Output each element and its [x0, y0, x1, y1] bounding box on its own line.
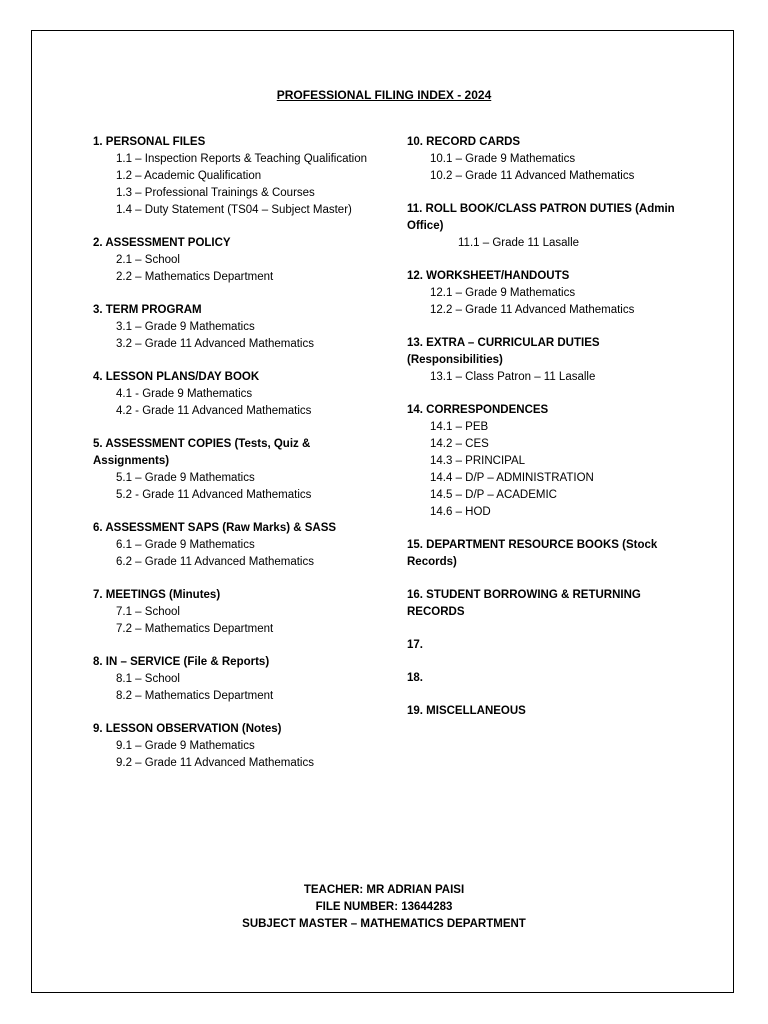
- section-heading: 18.: [407, 672, 423, 684]
- section-heading: 10. RECORD CARDS: [407, 136, 521, 148]
- section-item: 8.1 – School: [116, 673, 180, 685]
- filing-section: [407, 201, 677, 252]
- footer-file-number: FILE NUMBER: 13644283: [315, 901, 453, 913]
- section-item: 4.2 - Grade 11 Advanced Mathematics: [116, 405, 312, 417]
- filing-section: [93, 721, 383, 772]
- section-item: 5.2 - Grade 11 Advanced Mathematics: [116, 489, 312, 501]
- filing-section: [407, 134, 677, 185]
- section-item: 14.1 – PEB: [430, 421, 489, 433]
- section-item: 9.1 – Grade 9 Mathematics: [116, 740, 255, 752]
- footer-subject: SUBJECT MASTER – MATHEMATICS DEPARTMENT: [242, 918, 526, 930]
- section-item: 3.1 – Grade 9 Mathematics: [116, 321, 255, 333]
- section-heading: 16. STUDENT BORROWING & RETURNING RECORDS: [407, 589, 641, 618]
- section-heading: 15. DEPARTMENT RESOURCE BOOKS (Stock Records): [407, 539, 658, 568]
- section-item: 13.1 – Class Patron – 11 Lasalle: [430, 371, 596, 383]
- section-heading: 5. ASSESSMENT COPIES (Tests, Quiz & Assignments): [93, 438, 311, 467]
- filing-section: [407, 335, 677, 386]
- footer-teacher: TEACHER: MR ADRIAN PAISI: [303, 884, 465, 896]
- section-item: 10.2 – Grade 11 Advanced Mathematics: [430, 170, 635, 182]
- filing-section: [407, 402, 677, 521]
- filing-section: [93, 654, 383, 705]
- section-heading: 2. ASSESSMENT POLICY: [93, 237, 231, 249]
- filing-section: [407, 268, 677, 319]
- left-column: [93, 134, 383, 788]
- section-item: 6.2 – Grade 11 Advanced Mathematics: [116, 556, 314, 568]
- filing-section: [93, 369, 383, 420]
- section-item: 14.6 – HOD: [430, 506, 491, 518]
- section-item: 10.1 – Grade 9 Mathematics: [430, 153, 576, 165]
- filing-section: [407, 537, 677, 571]
- section-item: 1.2 – Academic Qualification: [116, 170, 262, 182]
- filing-section: [93, 520, 383, 571]
- section-heading: 12. WORKSHEET/HANDOUTS: [407, 270, 570, 282]
- section-item: 4.1 - Grade 9 Mathematics: [116, 388, 253, 400]
- section-heading: 17.: [407, 639, 423, 651]
- section-heading: 14. CORRESPONDENCES: [407, 404, 549, 416]
- filing-section: [407, 703, 677, 720]
- section-heading: 7. MEETINGS (Minutes): [93, 589, 221, 601]
- section-item: 6.1 – Grade 9 Mathematics: [116, 539, 255, 551]
- document-title: PROFESSIONAL FILING INDEX - 2024: [276, 88, 492, 102]
- section-item: 14.5 – D/P – ACADEMIC: [430, 489, 557, 501]
- filing-section: [93, 587, 383, 638]
- section-heading: 3. TERM PROGRAM: [93, 304, 202, 316]
- section-item: 7.1 – School: [116, 606, 180, 618]
- section-item: 14.4 – D/P – ADMINISTRATION: [430, 472, 594, 484]
- section-heading: 9. LESSON OBSERVATION (Notes): [93, 723, 282, 735]
- section-item: 14.2 – CES: [430, 438, 489, 450]
- section-item: 5.1 – Grade 9 Mathematics: [116, 472, 255, 484]
- filing-section: [407, 637, 677, 654]
- section-item: 12.1 – Grade 9 Mathematics: [430, 287, 576, 299]
- section-item: 1.4 – Duty Statement (TS04 – Subject Master): [116, 204, 352, 216]
- section-item: 7.2 – Mathematics Department: [116, 623, 274, 635]
- section-heading: 13. EXTRA – CURRICULAR DUTIES (Responsibilities): [407, 337, 600, 366]
- section-item: 1.3 – Professional Trainings & Courses: [116, 187, 315, 199]
- section-item: 11.1 – Grade 11 Lasalle: [458, 237, 580, 249]
- section-item: 2.1 – School: [116, 254, 180, 266]
- section-item: 3.2 – Grade 11 Advanced Mathematics: [116, 338, 314, 350]
- section-item: 8.2 – Mathematics Department: [116, 690, 274, 702]
- filing-section: [93, 302, 383, 353]
- section-item: 9.2 – Grade 11 Advanced Mathematics: [116, 757, 314, 769]
- right-column: [407, 134, 677, 736]
- section-heading: 11. ROLL BOOK/CLASS PATRON DUTIES (Admin Office): [407, 203, 675, 232]
- filing-section: [93, 235, 383, 286]
- section-heading: 8. IN – SERVICE (File & Reports): [93, 656, 270, 668]
- section-item: 1.1 – Inspection Reports & Teaching Qualification: [116, 153, 368, 165]
- section-heading: 4. LESSON PLANS/DAY BOOK: [93, 371, 260, 383]
- section-heading: 1. PERSONAL FILES: [93, 136, 206, 148]
- filing-section: [407, 670, 677, 687]
- filing-section: [93, 134, 383, 219]
- filing-section: [93, 436, 383, 504]
- filing-section: [407, 587, 677, 621]
- section-item: 14.3 – PRINCIPAL: [430, 455, 526, 467]
- footer: [0, 882, 768, 933]
- section-item: 2.2 – Mathematics Department: [116, 271, 274, 283]
- section-heading: 6. ASSESSMENT SAPS (Raw Marks) & SASS: [93, 522, 337, 534]
- section-heading: 19. MISCELLANEOUS: [407, 705, 526, 717]
- section-item: 12.2 – Grade 11 Advanced Mathematics: [430, 304, 635, 316]
